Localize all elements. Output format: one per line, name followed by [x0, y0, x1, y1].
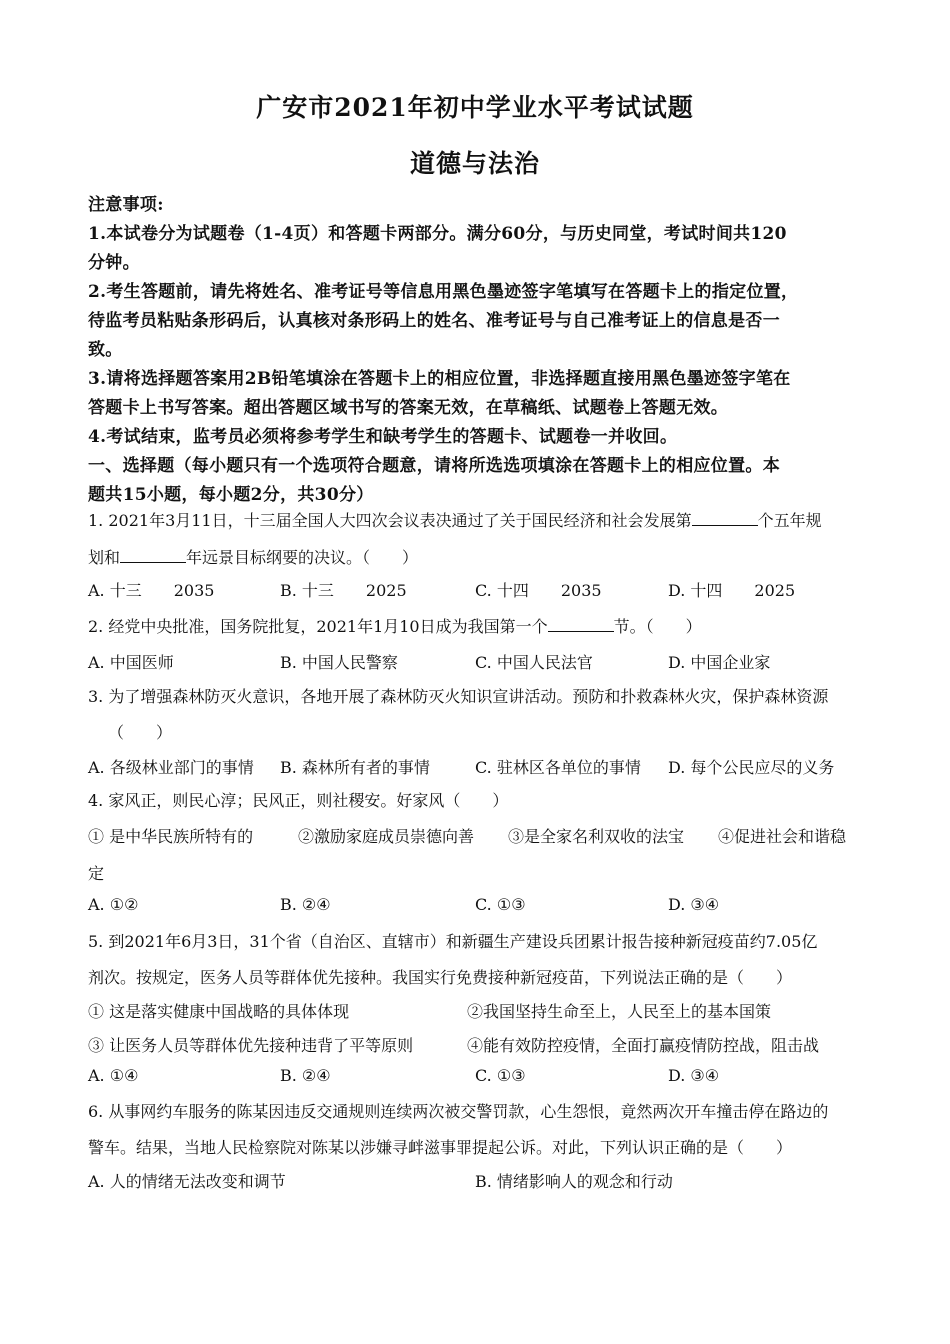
statement-item: ① 是中华民族所特有的 — [88, 827, 254, 846]
question-4-cont: 定 — [88, 864, 105, 883]
option-c: C. ①③ — [475, 1066, 526, 1085]
statement-item: ④促进社会和谐稳 — [718, 827, 847, 846]
notice-heading: 注意事项: — [88, 195, 164, 215]
notice-line: 分钟。 — [88, 253, 140, 273]
question-text: 划和 — [88, 548, 121, 567]
notice-line: 4.考试结束，监考员必须将参考学生和缺考学生的答题卡、试题卷一并收回。 — [88, 427, 678, 447]
option-c: C. 中国人民法官 — [475, 653, 593, 672]
option-a: A. 各级林业部门的事情 — [88, 758, 254, 777]
question-4: 4. 家风正，则民心淳；民风正，则社稷安。好家风（ ） — [88, 791, 509, 810]
question-text: 1. 2021年3月11日，十三届全国人大四次会议表决通过了关于国民经济和社会发展第 — [88, 511, 692, 530]
statement-item: ④能有效防控疫情，全面打赢疫情防控战，阻击战 — [467, 1036, 820, 1055]
question-2 — [88, 614, 702, 637]
option-c: C. ①③ — [475, 895, 526, 914]
question-1 — [88, 508, 822, 531]
answer-blank — [692, 511, 758, 526]
option-b: B. 森林所有者的事情 — [280, 758, 430, 777]
question-text: 节。（ ） — [613, 617, 702, 636]
option-b: B. ②④ — [280, 1066, 331, 1085]
notice-line: 3.请将选择题答案用2B铅笔填涂在答题卡上的相应位置，非选择题直接用黑色墨迹签字笔在 — [88, 369, 791, 389]
statement-item: ③ 让医务人员等群体优先接种违背了平等原则 — [88, 1036, 414, 1055]
statement-item: ③是全家名利双收的法宝 — [508, 827, 685, 846]
option-a: A. 十三 2035 — [88, 581, 215, 600]
option-b: B. 情绪影响人的观念和行动 — [475, 1172, 673, 1191]
answer-blank — [120, 548, 186, 563]
question-3: 3. 为了增强森林防灭火意识，各地开展了森林防灭火知识宣讲活动。预防和扑救森林火灾，保护森林资源 — [88, 687, 829, 706]
option-d: D. 每个公民应尽的义务 — [668, 758, 835, 777]
question-5-cont: 剂次。按规定，医务人员等群体优先接种。我国实行免费接种新冠疫苗，下列说法正确的是（ ） — [88, 968, 793, 987]
option-c: C. 驻林区各单位的事情 — [475, 758, 641, 777]
option-d: D. ③④ — [668, 1066, 720, 1085]
question-1-cont — [88, 545, 418, 568]
question-6: 6. 从事网约车服务的陈某因违反交通规则连续两次被交警罚款，心生怨恨，竟然两次开车撞击停在路边的 — [88, 1102, 829, 1121]
option-a: A. 人的情绪无法改变和调节 — [88, 1172, 286, 1191]
option-b: B. ②④ — [280, 895, 331, 914]
statement-item: ① 这是落实健康中国战略的具体体现 — [88, 1002, 350, 1021]
notice-line: 1.本试卷分为试题卷（1-4页）和答题卡两部分。满分60分，与历史同堂，考试时间共120 — [88, 224, 787, 244]
question-text: 2. 经党中央批准，国务院批复，2021年1月10日成为我国第一个 — [88, 617, 548, 636]
option-a: A. 中国医师 — [88, 653, 174, 672]
option-a: A. ①② — [88, 895, 139, 914]
option-a: A. ①④ — [88, 1066, 139, 1085]
option-b: B. 十三 2025 — [280, 581, 407, 600]
option-d: D. 中国企业家 — [668, 653, 771, 672]
question-6-cont: 警车。结果，当地人民检察院对陈某以涉嫌寻衅滋事罪提起公诉。对此，下列认识正确的是（ ） — [88, 1138, 793, 1157]
question-3-paren: （ ） — [108, 723, 173, 742]
answer-blank — [548, 617, 614, 632]
statement-item: ②我国坚持生命至上，人民至上的基本国策 — [467, 1002, 772, 1021]
question-5: 5. 到2021年6月3日，31个省（自治区、直辖市）和新疆生产建设兵团累计报告接种新冠疫苗约7.05亿 — [88, 932, 818, 951]
notice-line: 待监考员粘贴条形码后，认真核对条形码上的姓名、准考证号与自己准考证上的信息是否一 — [88, 311, 780, 331]
option-b: B. 中国人民警察 — [280, 653, 398, 672]
option-c: C. 十四 2035 — [475, 581, 602, 600]
notice-line: 2.考生答题前，请先将姓名、准考证号等信息用黑色墨迹签字笔填写在答题卡上的指定位置， — [88, 282, 799, 302]
exam-title: 广安市2021年初中学业水平考试试题 — [256, 93, 694, 122]
exam-subject: 道德与法治 — [409, 149, 540, 178]
question-text: 年远景目标纲要的决议。（ ） — [186, 548, 419, 567]
notice-line: 答题卡上书写答案。超出答题区域书写的答案无效，在草稿纸、试题卷上答题无效。 — [88, 398, 729, 418]
option-d: D. ③④ — [668, 895, 720, 914]
statement-item: ②激励家庭成员崇德向善 — [298, 827, 475, 846]
option-d: D. 十四 2025 — [668, 581, 796, 600]
notice-line: 致。 — [88, 340, 123, 360]
section-heading: 题共15小题，每小题2分，共30分） — [88, 485, 374, 505]
question-text: 个五年规 — [757, 511, 822, 530]
section-heading: 一、选择题（每小题只有一个选项符合题意，请将所选选项填涂在答题卡上的相应位置。本 — [88, 456, 780, 476]
